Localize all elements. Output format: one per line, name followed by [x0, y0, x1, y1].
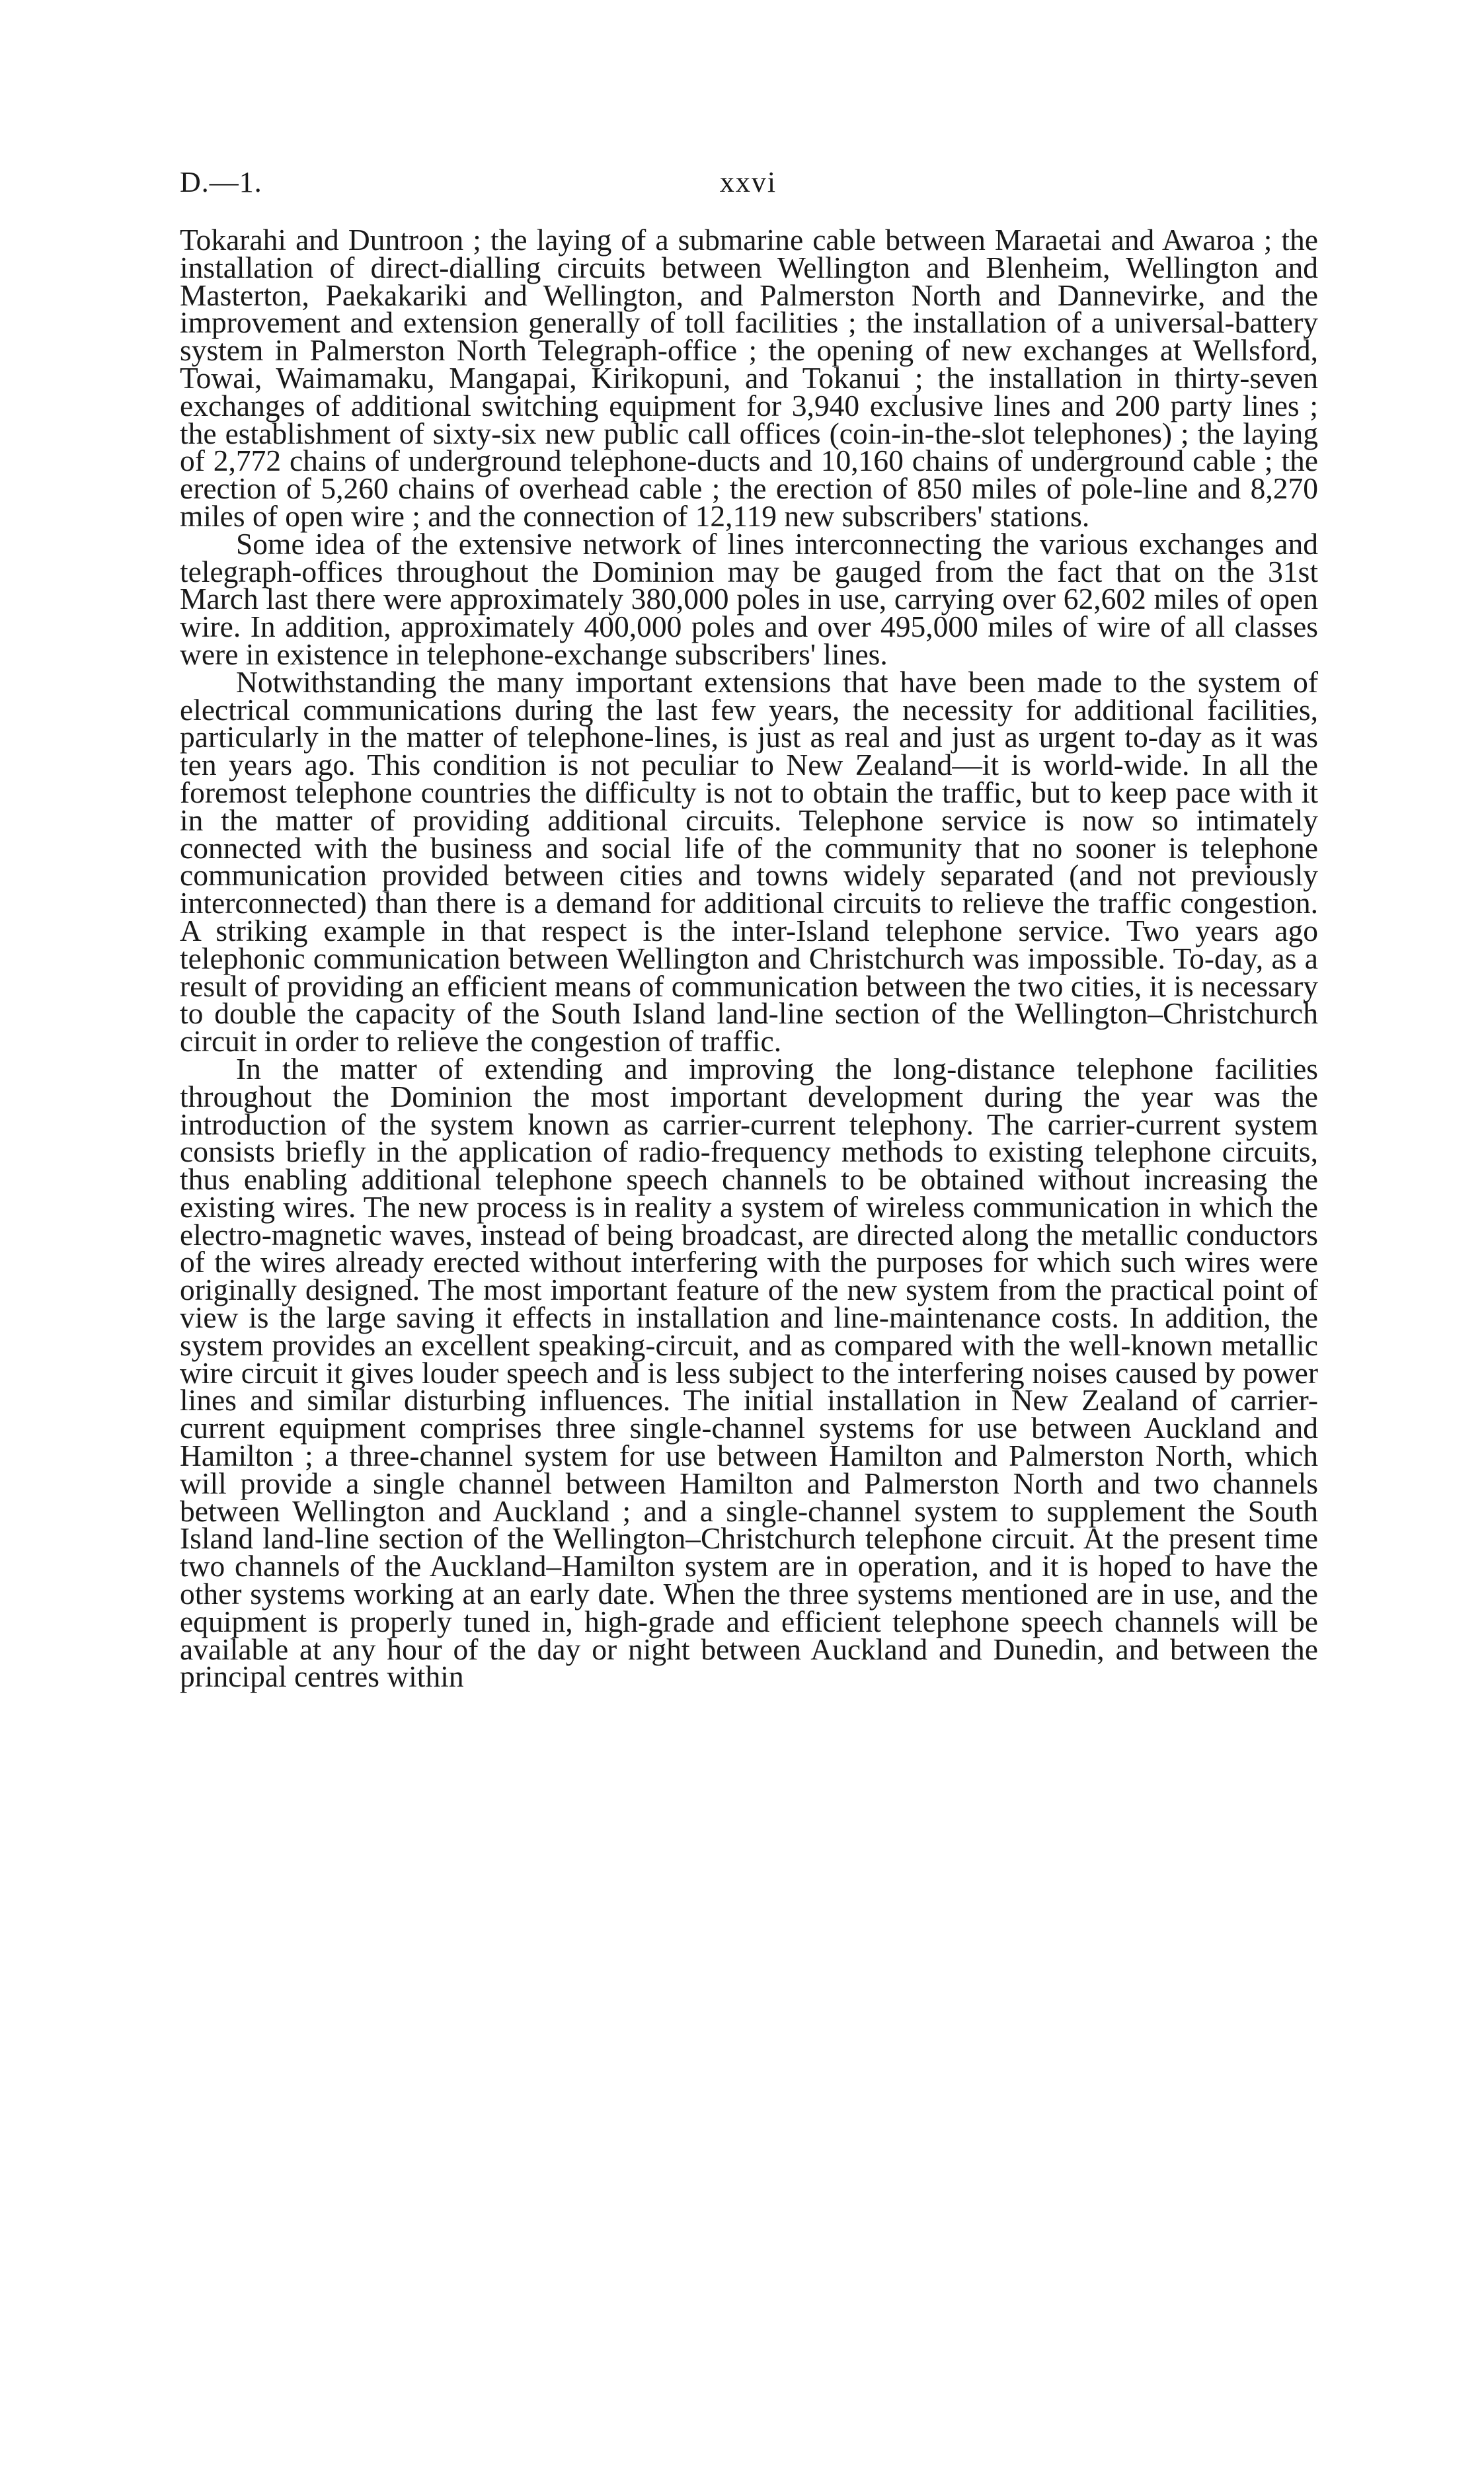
- page-number: xxvi: [719, 166, 777, 198]
- paragraph-1: Tokarahi and Duntroon ; the laying of a submarine cable between Maraetai and Awaroa ; the installation of direct-dialling circuits between Wellington and Blenheim, Wellington and Masterton, Paekakariki and Wellington, and Palmerston North and Dannevirke, and the improvement and extension generally of toll facilities ; the installation of a universal-battery system in Palmerston North Telegraph-office ; the opening of new exchanges at Wellsford, Towai, Waimamaku, Mangapai, Kirikopuni, and Tokanui ; the installation in thirty-seven exchanges of additional switching equipment for 3,940 exclusive lines and 200 party lines ; the establishment of sixty-six new public call offices (coin-in-the-slot telephones) ; the laying of 2,772 chains of underground telephone-ducts and 10,160 chains of underground cable ; the erection of 5,260 chains of overhead cable ; the erection of 850 miles of pole-line and 8,270 miles of open wire ; and the connection of 12,119 new subscribers' stations.: [180, 223, 1318, 533]
- paragraph-4: In the matter of extending and improving the long-distance telephone facilities throughout the Dominion the most important development during the year was the introduction of the system known as carrier-current telephony. The carrier-current system consists briefly in the application of radio-frequency methods to existing telephone circuits, thus enabling additional telephone speech channels to be obtained without increasing the existing wires. The new process is in reality a system of wireless communication in which the electro-magnetic waves, instead of being broadcast, are directed along the metallic conductors of the wires already erected without interfering with the purposes for which such wires were originally designed. The most important feature of the new system from the practical point of view is the large saving it effects in installation and line-maintenance costs. In addition, the system provides an excellent speaking-circuit, and as compared with the well-known metallic wire circuit it gives louder speech and is less subject to the interfering noises caused by power lines and similar disturbing influences. The initial installation in New Zealand of carrier-current equipment comprises three single-channel systems for use between Auckland and Hamilton ; a three-channel system for use between Hamilton and Palmerston North, which will provide a single channel between Hamilton and Palmerston North and two channels between Wellington and Auckland ; and a single-channel system to supplement the South Island land-line section of the Wellington–Christchurch telephone circuit. At the present time two channels of the Auckland–Hamilton system are in operation, and it is hoped to have the other systems working at an early date. When the three systems mentioned are in use, and the equipment is properly tuned in, high-grade and efficient telephone speech channels will be available at any hour of the day or night between Auckland and Dunedin, and between the principal centres within: [180, 1051, 1318, 1694]
- paragraph-3: Notwithstanding the many important extensions that have been made to the system of electrical communications during the last few years, the necessity for additional facilities, particularly in the matter of telephone-lines, is just as real and just as urgent to-day as it was ten years ago. This condition is not peculiar to New Zealand—it is world-wide. In all the foremost telephone countries the difficulty is not to obtain the traffic, but to keep pace with it in the matter of providing additional circuits. Telephone service is now so intimately connected with the business and social life of the community that no sooner is telephone communication provided between cities and towns widely separated (and not previously interconnected) than there is a demand for additional circuits to relieve the traffic congestion. A striking example in that respect is the inter-Island telephone service. Two years ago telephonic communication between Wellington and Christchurch was impossible. To-day, as a result of providing an efficient means of communication between the two cities, it is necessary to double the capacity of the South Island land-line section of the Wellington–Christchurch circuit in order to relieve the congestion of traffic.: [180, 664, 1318, 1058]
- document-reference: D.—1.: [180, 166, 262, 198]
- page-header: [180, 165, 1317, 205]
- body-text: [180, 223, 1318, 1694]
- paragraph-2: Some idea of the extensive network of lines interconnecting the various exchanges and telegraph-offices throughout the Dominion may be gauged from the fact that on the 31st March last there were approximately 380,000 poles in use, carrying over 62,602 miles of open wire. In addition, approximately 400,000 poles and over 495,000 miles of wire of all classes were in existence in telephone-exchange subscribers' lines.: [180, 526, 1318, 671]
